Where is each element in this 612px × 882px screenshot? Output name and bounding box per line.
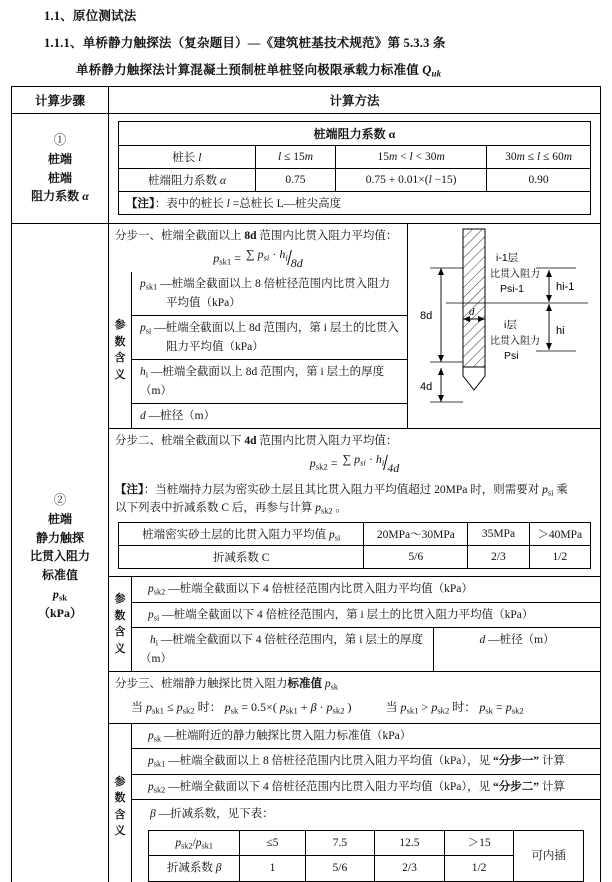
- alpha-caption-row: [119, 122, 591, 146]
- substep-2-param-body: [132, 577, 600, 671]
- substep-1-formula: $p_{sk1}$ = ∑ $p_{si} \cdot h_i$ 8d: [213, 246, 303, 270]
- step-2-title-line-1: 静力触探: [35, 530, 84, 545]
- beta-table-cell-1-1: ≤5: [240, 830, 305, 856]
- alpha-table-wrapper: [109, 114, 600, 223]
- diagram-label-d: d: [469, 306, 475, 318]
- substep-1-block: [109, 224, 600, 429]
- table-row-step-1: [12, 114, 601, 224]
- alpha-head-1: l ≤ 15m: [255, 146, 335, 169]
- param-row: $p_{sk1}$ —桩端全截面以上 8 倍桩径范围内比贯入阻力 平均值（kPa）: [132, 272, 407, 316]
- section-heading-1-1: 1.1、原位测试法: [44, 9, 137, 23]
- c-table-cell-2-3: 1/2: [529, 546, 590, 569]
- pile-diagram: [408, 224, 600, 428]
- step-1-label: [12, 114, 109, 224]
- beta-table-last-cell: 可内插: [514, 830, 584, 881]
- param-row: [132, 628, 600, 671]
- substep-3-param-body: [132, 724, 600, 882]
- diagram-label-hi: hi: [556, 325, 565, 337]
- beta-block: [132, 800, 600, 882]
- substep-1-param-body: [132, 272, 407, 428]
- c-table-row-1: [119, 522, 591, 545]
- beta-table-cell-2-1: 1: [240, 856, 305, 881]
- alpha-head-2: 15m < l < 30m: [336, 146, 487, 169]
- alpha-coefficient-table: [118, 121, 591, 215]
- table-row-step-2: [12, 224, 601, 882]
- alpha-value-3: 0.90: [487, 169, 591, 192]
- substep-1-param-label: 参 数 含 义: [109, 272, 132, 428]
- header-cell-method: 计算方法: [109, 87, 601, 114]
- step-1-marker: ①: [53, 132, 67, 147]
- table-caption-symbol: Q: [422, 63, 432, 77]
- diagram-label-hi-1: hi-1: [556, 281, 575, 293]
- substep-1-params: [109, 272, 407, 428]
- beta-table-label-1: $p_{sk2}/p_{sk1}$: [149, 830, 240, 856]
- substep-2-note: 【注】：当桩端持力层为密实砂土层且其比贯入阻力平均值超过 20MPa 时，则需要对 $p_{si}$ 乘 以下列表中折减系数 C 后，再参与计算 $p_{sk2}$ 。: [115, 483, 568, 516]
- c-table-row-2: [119, 546, 591, 569]
- section-heading-1-1-1: 1.1.1、单桥静力触探法（复杂题目）—《建筑桩基技术规范》第 5.3.3 条: [44, 36, 446, 50]
- alpha-header-row: [119, 146, 591, 169]
- diagram-label-8d: 8d: [420, 310, 433, 322]
- pile-diagram-svg: [408, 224, 600, 409]
- step-1-title-line-1: 桩端: [47, 152, 72, 167]
- alpha-head-3: 30m ≤ l ≤ 60m: [487, 146, 591, 169]
- substep-2-params: [109, 576, 600, 671]
- table-caption-text: 单桥静力触探法计算混凝土预制桩单桩竖向极限承载力标准值: [76, 63, 423, 77]
- substep-2-block: [109, 429, 600, 672]
- table-header-row: [12, 87, 601, 114]
- alpha-value-0: 桩端阻力系数 α: [119, 169, 256, 192]
- header-cell-step: 计算步骤: [12, 87, 109, 114]
- diagram-layer-lower-res: 比贯入阻力: [490, 336, 540, 347]
- main-table: [11, 86, 601, 882]
- step-2-unit: （kPa）: [37, 606, 82, 621]
- substep-2-param-label: 参 数 含 义: [109, 577, 132, 671]
- beta-table: [148, 830, 584, 882]
- param-row: $p_{sk2}$ —桩端全截面以下 4 倍桩径范围内比贯入阻力平均值（kPa），见 “分步二” 计算: [132, 775, 600, 801]
- c-table-label-2: 折减系数 C: [119, 546, 364, 569]
- alpha-value-1: 0.75: [255, 169, 335, 192]
- substep-3-block: [109, 672, 600, 882]
- substep-3-conditions: 当 $p_{sk1} \le p_{sk2}$ 时： $p_{sk} = 0.5\times$( $p_{sk1} + \beta \cdot p_{sk2}$ ) 当 $p_{sk1} > p_{sk2}$ 时： $p_{sk} = p_{sk2}$: [131, 699, 524, 715]
- c-table-cell-2-1: 5/6: [364, 546, 468, 569]
- param-row: d —桩径（m）: [140, 410, 216, 423]
- beta-table-cell-1-4: ＞15: [444, 830, 514, 856]
- param-row: $p_{sk}$ —桩端附近的静力触探比贯入阻力标准值（kPa）: [132, 724, 600, 750]
- c-table-cell-1-2: 35MPa: [468, 522, 529, 545]
- substep-3-params: [109, 723, 600, 882]
- beta-table-cell-1-3: 12.5: [375, 830, 445, 856]
- c-table-label-1: 桩端密实砂土层的比贯入阻力平均值 $p_{si}$: [119, 522, 364, 545]
- step-2-label: [12, 224, 109, 882]
- diagram-layer-lower-name: i层: [504, 319, 517, 331]
- substep-1-left: [109, 224, 408, 428]
- substep-1-heading: 分步一、桩端全截面以上 8d 范围内比贯入阻力平均值：: [115, 230, 398, 242]
- step-2-marker: ②: [53, 492, 67, 507]
- beta-intro: β —折减系数，见下表：: [150, 808, 274, 821]
- param-row: $h_i$ —桩端全截面以上 8d 范围内，第 i 层土的厚度（m）: [132, 360, 407, 404]
- step-1-title-line-3: 阻力系数 α: [31, 189, 89, 204]
- substep-2-heading: 分步二、桩端全截面以下 4d 范围内比贯入阻力平均值：: [115, 435, 398, 448]
- step-1-method: [109, 114, 601, 224]
- param-row: $p_{si}$ —桩端全截面以下 4 倍桩径范围内，第 i 层土的比贯入阻力平均值（kPa）: [132, 603, 600, 629]
- alpha-value-2: 0.75 + 0.01×(l −15): [336, 169, 487, 192]
- step-2-method: [109, 224, 601, 882]
- param-cell-hi: $h_i$ —桩端全截面以下 4 倍桩径范围内，第 i 层土的厚度（m）: [132, 628, 434, 671]
- substep-1-split: [109, 224, 600, 428]
- beta-table-cell-1-2: 7.5: [305, 830, 375, 856]
- param-row: $p_{sk2}$ —桩端全截面以下 4 倍桩径范围内比贯入阻力平均值（kPa）: [132, 577, 600, 603]
- alpha-value-row: [119, 169, 591, 192]
- c-table-cell-1-1: 20MPa～30MPa: [364, 522, 468, 545]
- beta-table-label-2: 折减系数 β: [149, 856, 240, 881]
- diagram-layer-upper-name: i-1层: [496, 252, 519, 264]
- alpha-note: 【注】：表中的桩长 l =总桩长 L—桩尖高度: [119, 192, 591, 215]
- substep-2-formula: $p_{sk2}$ = ∑ $p_{si} \cdot h_i$ 4d: [309, 452, 400, 476]
- beta-table-row-1: [149, 830, 584, 856]
- param-row: $p_{sk1}$ —桩端全截面以上 8 倍桩径范围内比贯入阻力平均值（kPa），见 “分步一” 计算: [132, 749, 600, 775]
- c-table-cell-1-3: ＞40MPa: [529, 522, 590, 545]
- diagram-label-4d: 4d: [420, 381, 433, 393]
- alpha-head-0: 桩长 l: [119, 146, 256, 169]
- diagram-layer-lower-sym: Psi: [504, 350, 519, 362]
- diagram-layer-upper-res: 比贯入阻力: [490, 269, 540, 280]
- step-1-title-line-2: 桩端: [47, 170, 72, 185]
- beta-table-cell-2-2: 5/6: [305, 856, 375, 881]
- c-table-cell-2-2: 2/3: [468, 546, 529, 569]
- alpha-note-row: [119, 192, 591, 215]
- beta-table-cell-2-4: 1/2: [444, 856, 514, 881]
- step-2-title-line-2: 比贯入阻力: [29, 549, 90, 564]
- step-2-title-line-0: 桩端: [47, 512, 72, 527]
- table-caption: [76, 60, 441, 79]
- substep-3-heading: 分步三、桩端静力触探比贯入阻力标准值 $p_{sk}$: [115, 678, 338, 692]
- step-2-title-line-3: 标准值: [41, 567, 78, 582]
- param-row: $p_{si}$ —桩端全截面以上 8d 范围内，第 i 层土的比贯入 阻力平均值（kPa）: [132, 316, 407, 360]
- beta-table-cell-2-3: 2/3: [375, 856, 445, 881]
- param-cell-d: d —桩径（m）: [479, 634, 555, 647]
- alpha-caption: 桩端阻力系数 α: [119, 122, 591, 146]
- substep-3-param-label: 参 数 含 义: [109, 724, 132, 882]
- step-2-symbol: $p_{sk}$: [52, 586, 68, 602]
- diagram-layer-upper-sym: Psi-1: [500, 283, 524, 295]
- table-caption-symbol-sub: uk: [431, 68, 442, 79]
- reduction-coefficient-table: [118, 522, 591, 569]
